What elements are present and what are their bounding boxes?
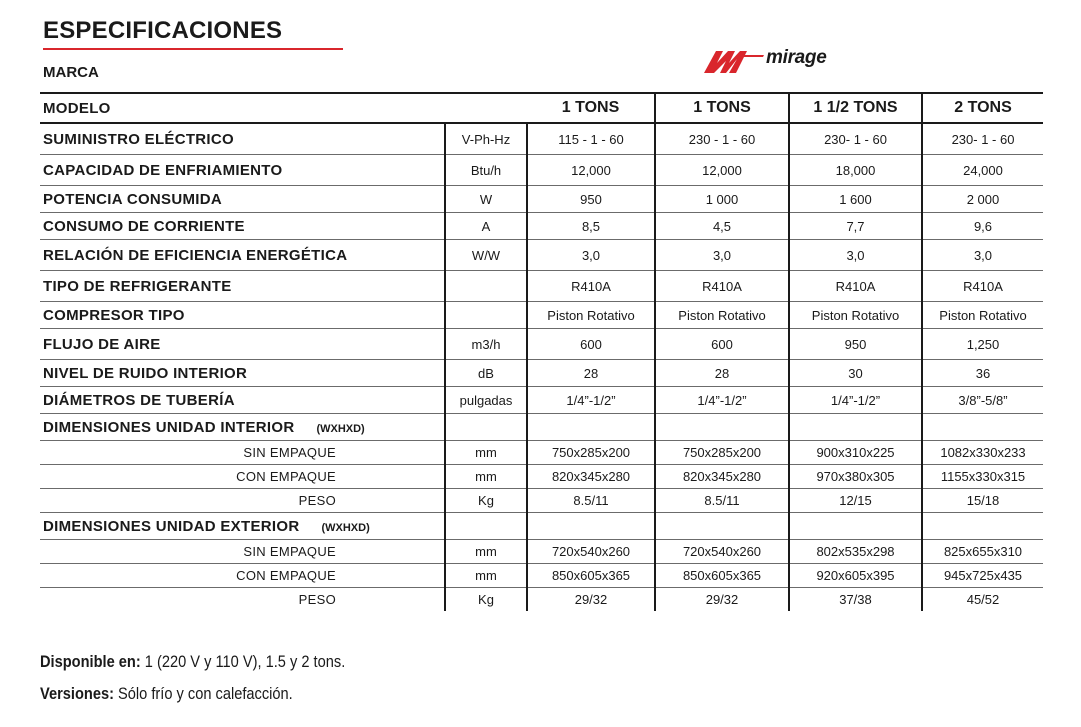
row-sublabel: SIN EMPAQUE: [40, 540, 445, 564]
table-row: [40, 441, 1043, 465]
model-header: 1 1/2 TONS: [789, 93, 922, 123]
row-sublabel: PESO: [40, 489, 445, 513]
mirage-logo-icon: [704, 49, 766, 73]
value-cell: 29/32: [655, 588, 789, 612]
value-cell: R410A: [527, 271, 655, 302]
table-row: [40, 564, 1043, 588]
value-cell: 115 - 1 - 60: [527, 123, 655, 155]
value-cell: [527, 513, 655, 540]
value-cell: 28: [655, 360, 789, 387]
model-header: 1 TONS: [527, 93, 655, 123]
versions-note: [40, 684, 334, 704]
value-cell: R410A: [655, 271, 789, 302]
unit-cell: [445, 271, 527, 302]
table-row: [40, 123, 1043, 155]
unit-cell: W: [445, 186, 527, 213]
value-cell: 920x605x395: [789, 564, 922, 588]
value-cell: 24,000: [922, 155, 1043, 186]
row-sublabel: CON EMPAQUE: [40, 465, 445, 489]
value-cell: 12,000: [527, 155, 655, 186]
value-cell: [922, 414, 1043, 441]
value-cell: 1 000: [655, 186, 789, 213]
row-label: FLUJO DE AIRE: [40, 329, 445, 360]
value-cell: 18,000: [789, 155, 922, 186]
unit-cell: [445, 414, 527, 441]
value-cell: 945x725x435: [922, 564, 1043, 588]
value-cell: 9,6: [922, 213, 1043, 240]
value-cell: 8.5/11: [527, 489, 655, 513]
value-cell: 1,250: [922, 329, 1043, 360]
value-cell: 7,7: [789, 213, 922, 240]
table-header-row: [40, 93, 1043, 123]
value-cell: 15/18: [922, 489, 1043, 513]
unit-cell: mm: [445, 441, 527, 465]
value-cell: Piston Rotativo: [922, 302, 1043, 329]
unit-cell: Kg: [445, 588, 527, 612]
value-cell: 970x380x305: [789, 465, 922, 489]
row-sublabel: SIN EMPAQUE: [40, 441, 445, 465]
dimension-order: (WXHXD): [321, 521, 370, 534]
table-row: [40, 240, 1043, 271]
unit-cell: pulgadas: [445, 387, 527, 414]
value-cell: 30: [789, 360, 922, 387]
brand-logo-text: mirage: [766, 47, 827, 68]
table-row: [40, 540, 1043, 564]
value-cell: 850x605x365: [655, 564, 789, 588]
row-label: POTENCIA CONSUMIDA: [40, 186, 445, 213]
unit-cell: [445, 513, 527, 540]
value-cell: 37/38: [789, 588, 922, 612]
value-cell: 8.5/11: [655, 489, 789, 513]
brand-label: MARCA: [43, 64, 99, 81]
table-row: [40, 186, 1043, 213]
row-label: CAPACIDAD DE ENFRIAMIENTO: [40, 155, 445, 186]
value-cell: R410A: [922, 271, 1043, 302]
unit-cell: A: [445, 213, 527, 240]
section-header-outdoor: [40, 513, 1043, 540]
row-sublabel: PESO: [298, 592, 336, 607]
dimension-order: (WXHXD): [316, 422, 365, 435]
model-header: 1 TONS: [655, 93, 789, 123]
section-title: DIMENSIONES UNIDAD INTERIOR: [43, 418, 295, 436]
row-label: NIVEL DE RUIDO INTERIOR: [40, 360, 445, 387]
value-cell: 3,0: [655, 240, 789, 271]
unit-cell: dB: [445, 360, 527, 387]
table-row: [40, 213, 1043, 240]
value-cell: [527, 414, 655, 441]
value-cell: 600: [527, 329, 655, 360]
value-cell: 8,5: [527, 213, 655, 240]
value-cell: Piston Rotativo: [655, 302, 789, 329]
table-row: [40, 588, 1043, 612]
row-label: RELACIÓN DE EFICIENCIA ENERGÉTICA: [40, 240, 445, 271]
value-cell: 750x285x200: [527, 441, 655, 465]
value-cell: Piston Rotativo: [527, 302, 655, 329]
table-row: [40, 465, 1043, 489]
unit-cell: [445, 302, 527, 329]
value-cell: 29/32: [527, 588, 655, 612]
table-row: [40, 489, 1043, 513]
value-cell: 1 600: [789, 186, 922, 213]
table-row: [40, 302, 1043, 329]
value-cell: 1082x330x233: [922, 441, 1043, 465]
value-cell: 720x540x260: [527, 540, 655, 564]
table-row: [40, 155, 1043, 186]
value-cell: 820x345x280: [655, 465, 789, 489]
value-cell: 600: [655, 329, 789, 360]
value-cell: 750x285x200: [655, 441, 789, 465]
unit-cell: mm: [445, 540, 527, 564]
availability-value: 1 (220 V y 110 V), 1.5 y 2 tons.: [140, 652, 346, 671]
value-cell: 950: [527, 186, 655, 213]
row-label: CONSUMO DE CORRIENTE: [40, 213, 445, 240]
versions-label: Versiones:: [40, 684, 114, 703]
value-cell: 28: [527, 360, 655, 387]
value-cell: 2 000: [922, 186, 1043, 213]
unit-cell: mm: [445, 564, 527, 588]
value-cell: 36: [922, 360, 1043, 387]
page-title: ESPECIFICACIONES: [43, 17, 283, 44]
row-label: DIÁMETROS DE TUBERÍA: [40, 387, 445, 414]
unit-cell: Kg: [445, 489, 527, 513]
value-cell: 45/52: [922, 588, 1043, 612]
value-cell: 3,0: [922, 240, 1043, 271]
value-cell: [655, 414, 789, 441]
value-cell: [789, 414, 922, 441]
table-row: [40, 271, 1043, 302]
value-cell: 850x605x365: [527, 564, 655, 588]
section-header-indoor: [40, 414, 1043, 441]
value-cell: 1/4”-1/2”: [527, 387, 655, 414]
value-cell: 950: [789, 329, 922, 360]
availability-note: [40, 652, 395, 672]
section-label: [40, 513, 445, 540]
versions-value: Sólo frío y con calefacción.: [113, 684, 293, 703]
value-cell: 230- 1 - 60: [789, 123, 922, 155]
value-cell: Piston Rotativo: [789, 302, 922, 329]
value-cell: R410A: [789, 271, 922, 302]
row-sublabel: CON EMPAQUE: [40, 564, 445, 588]
value-cell: 1/4”-1/2”: [655, 387, 789, 414]
value-cell: 1/4”-1/2”: [789, 387, 922, 414]
value-cell: 720x540x260: [655, 540, 789, 564]
model-header: 2 TONS: [922, 93, 1043, 123]
value-cell: 3,0: [789, 240, 922, 271]
availability-label: Disponible en:: [40, 652, 141, 671]
value-cell: [789, 513, 922, 540]
table-row: [40, 387, 1043, 414]
table-row: [40, 329, 1043, 360]
value-cell: 12,000: [655, 155, 789, 186]
unit-cell: W/W: [445, 240, 527, 271]
value-cell: 230- 1 - 60: [922, 123, 1043, 155]
value-cell: 802x535x298: [789, 540, 922, 564]
title-underline: [43, 48, 343, 50]
value-cell: 3,0: [527, 240, 655, 271]
value-cell: 1155x330x315: [922, 465, 1043, 489]
row-label: MODELO: [40, 93, 445, 123]
section-title: DIMENSIONES UNIDAD EXTERIOR: [43, 517, 300, 535]
row-label: SUMINISTRO ELÉCTRICO: [40, 123, 445, 155]
unit-cell: mm: [445, 465, 527, 489]
unit-cell: Btu/h: [445, 155, 527, 186]
table-row: [40, 360, 1043, 387]
unit-cell: [445, 93, 527, 123]
value-cell: 230 - 1 - 60: [655, 123, 789, 155]
row-label: TIPO DE REFRIGERANTE: [40, 271, 445, 302]
section-label: [40, 414, 445, 441]
value-cell: 3/8”-5/8”: [922, 387, 1043, 414]
unit-cell: V-Ph-Hz: [445, 123, 527, 155]
value-cell: 825x655x310: [922, 540, 1043, 564]
value-cell: [922, 513, 1043, 540]
value-cell: [655, 513, 789, 540]
unit-cell: m3/h: [445, 329, 527, 360]
spec-table: [40, 92, 1043, 611]
brand-logo: [704, 47, 874, 75]
value-cell: 900x310x225: [789, 441, 922, 465]
row-label: COMPRESOR TIPO: [40, 302, 445, 329]
value-cell: 4,5: [655, 213, 789, 240]
value-cell: 820x345x280: [527, 465, 655, 489]
value-cell: 12/15: [789, 489, 922, 513]
